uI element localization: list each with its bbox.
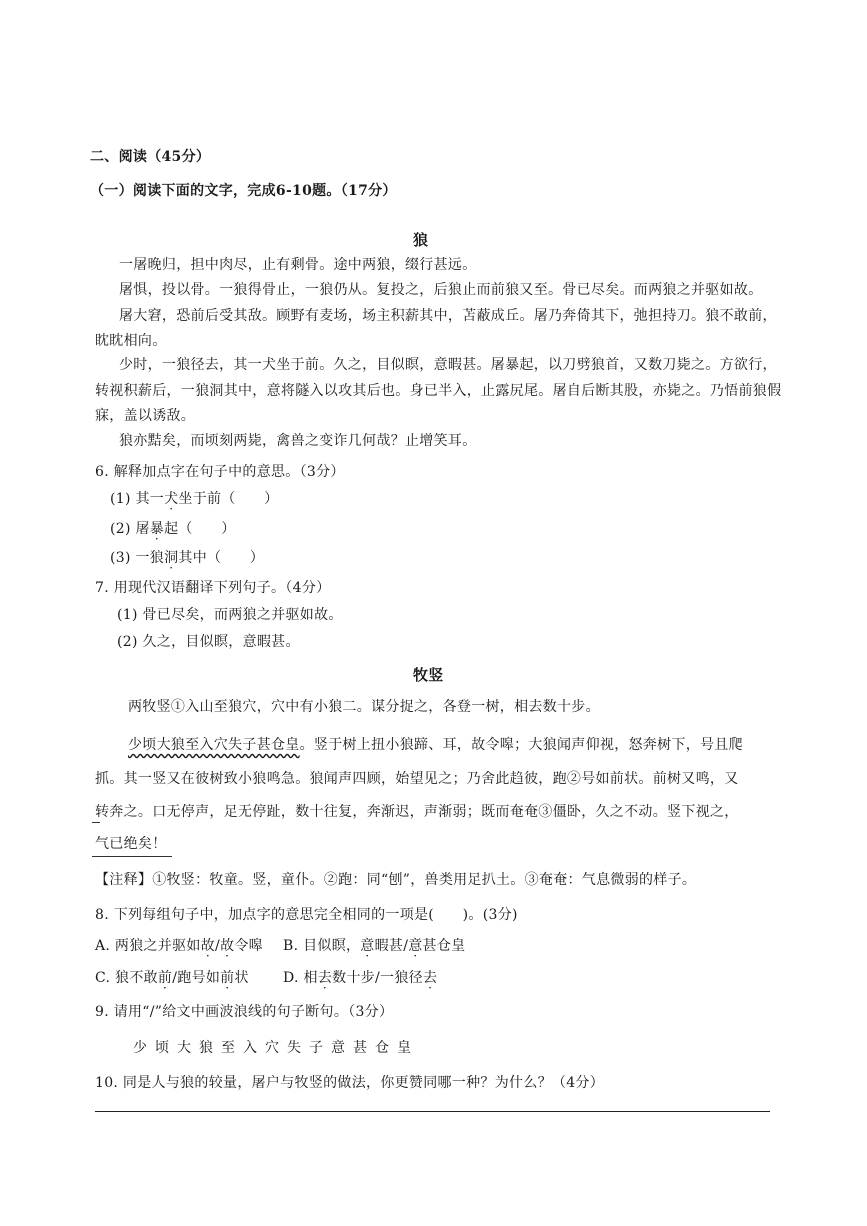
q6-item3-suffix: 其中（ ） [178,550,265,566]
q8-a-suffix: 令嗥 [234,938,263,954]
question-8-stem: 8. 下列每组句子中，加点字的意思完全相同的一项是( )。(3分) [95,907,518,923]
q8-a-dotted-1: 故 [200,938,216,954]
herder-paragraph-2-rest: 。竖于树上扭小狼蹄、耳，故令嗥；大狼闻声仰视，怒奔树下，号且爬 [299,737,743,753]
herder-paragraph-1: 两牧竖①入山至狼穴，穴中有小狼二。谋分捉之，各登一树，相去数十步。 [128,699,600,715]
q6-item2-suffix: 起（ ） [164,521,236,537]
question-9-stem: 9. 请用“/”给文中画波浪线的句子断句。（3分） [95,1004,394,1020]
section-subheading: （一）阅读下面的文字，完成6-10题。（17分） [90,183,397,199]
q8-c-dotted-1: 前 [157,970,173,986]
q8-a-dotted-2: 故 [220,938,235,954]
herder-wavy-sentence: 少顷大狼至入穴失子甚仓皇 [128,737,300,753]
question-6-item-1 [110,489,279,509]
q6-item3-dotted-char: 洞 [164,550,179,566]
q8-d-middle: 数十步/一狼径 [332,970,423,986]
q8-b-dotted-1: 意 [360,938,375,954]
wolf-paragraph-5: 狼亦黠矣，而顷刻两毙，禽兽之变诈几何哉？止增笑耳。 [119,433,477,449]
wolf-paragraph-4c: 寐，盖以诱敌。 [95,408,196,424]
wolf-paragraph-1: 一屠晚归，担中肉尽，止有剩骨。途中两狼，缀行甚远。 [119,257,477,273]
wolf-paragraph-4b: 转视积薪后，一狼洞其中，意将隧入以攻其后也。身已半入，止露尻尾。屠自后断其股，亦毙之。乃悟前狼假 [95,383,782,399]
q8-d-prefix: D. 相 [283,970,318,986]
q8-b-dotted-2: 意 [408,938,423,954]
q8-c-prefix: C. 狼不敢 [95,970,158,986]
answer-line [95,1111,770,1112]
herder-paragraph-5: 气已绝矣！ [95,836,167,852]
question-8-option-b [283,936,465,956]
wolf-paragraph-4a: 少时，一狼径去，其一犬坐于前。久之，目似瞑，意暇甚。屠暴起，以刀劈狼首，又数刀毙之。方欲行， [119,357,777,373]
wolf-paragraph-2: 屠惧，投以骨。一狼得骨止，一狼仍从。复投之，后狼止而前狼又至。骨已尽矣。而两狼之并驱如故。 [119,282,763,298]
q8-a-middle: / [215,938,221,954]
q6-item2-prefix: (2) 屠 [110,521,150,537]
scan-underline [92,856,172,857]
q8-c-middle: /跑号如 [172,970,221,986]
q6-item1-dotted-char: 犬 [164,491,179,507]
herder-paragraph-2 [128,735,743,755]
q8-b-suffix: 甚仓皇 [422,938,466,954]
scan-mark [92,822,100,823]
passage-title-herder: 牧竖 [413,666,444,684]
question-7-stem: 7. 用现代汉语翻译下列句子。（4分） [95,580,331,596]
question-6-item-2 [110,519,236,539]
question-7-item-1: (1) 骨已尽矣，而两狼之并驱如故。 [117,607,343,623]
question-8-option-d [283,968,437,988]
question-6-stem: 6. 解释加点字在句子中的意思。（3分） [95,464,345,480]
q6-item1-prefix: (1) 其一 [110,491,165,507]
section-heading: 二、阅读（45分） [90,149,211,165]
herder-paragraph-3: 抓。其一竖又在彼树致小狼鸣急。狼闻声四顾，始望见之；乃舍此趋彼，跑②号如前状。前树又鸣，又 [95,771,739,787]
q8-d-dotted-2: 去 [422,970,438,986]
q8-c-suffix: 状 [234,970,249,986]
q6-item1-suffix: 坐于前（ ） [178,491,279,507]
q8-c-dotted-2: 前 [220,970,235,986]
wolf-paragraph-3a: 屠大窘，恐前后受其敌。顾野有麦场，场主积薪其中，苫蔽成丘。屠乃奔倚其下，弛担持刀。狼不敢前， [119,308,777,324]
question-6-item-3 [110,548,264,568]
q8-b-middle: 暇甚/ [374,938,409,954]
annotation-note: 【注释】①牧竖：牧童。竖，童仆。②跑：同“刨”，兽类用足扒土。③奄奄：气息微弱的样子。 [95,872,697,888]
q6-item3-prefix: (3) 一狼 [110,550,165,566]
question-8-option-c [95,968,249,988]
q8-d-dotted-1: 去 [317,970,333,986]
question-10-stem: 10. 同是人与狼的较量，屠户与牧竖的做法，你更赞同哪一种？为什么？（4分） [95,1075,605,1091]
q8-b-prefix: B. 目似瞑， [283,938,361,954]
wolf-paragraph-3b: 眈眈相向。 [95,333,167,349]
q6-item2-dotted-char: 暴 [149,521,165,537]
question-8-option-a [95,936,263,956]
herder-paragraph-4: 转奔之。口无停声，足无停趾，数十往复，奔渐迟，声渐弱；既而奄奄③僵卧，久之不动。竖下视之， [95,804,739,820]
question-7-item-2: (2) 久之，目似瞑，意暇甚。 [117,634,300,650]
passage-title-wolf: 狼 [413,231,429,249]
q8-a-prefix: A. 两狼之并驱如 [95,938,201,954]
question-9-sentence: 少顷大狼至入穴失子意甚仓皇 [133,1040,419,1056]
